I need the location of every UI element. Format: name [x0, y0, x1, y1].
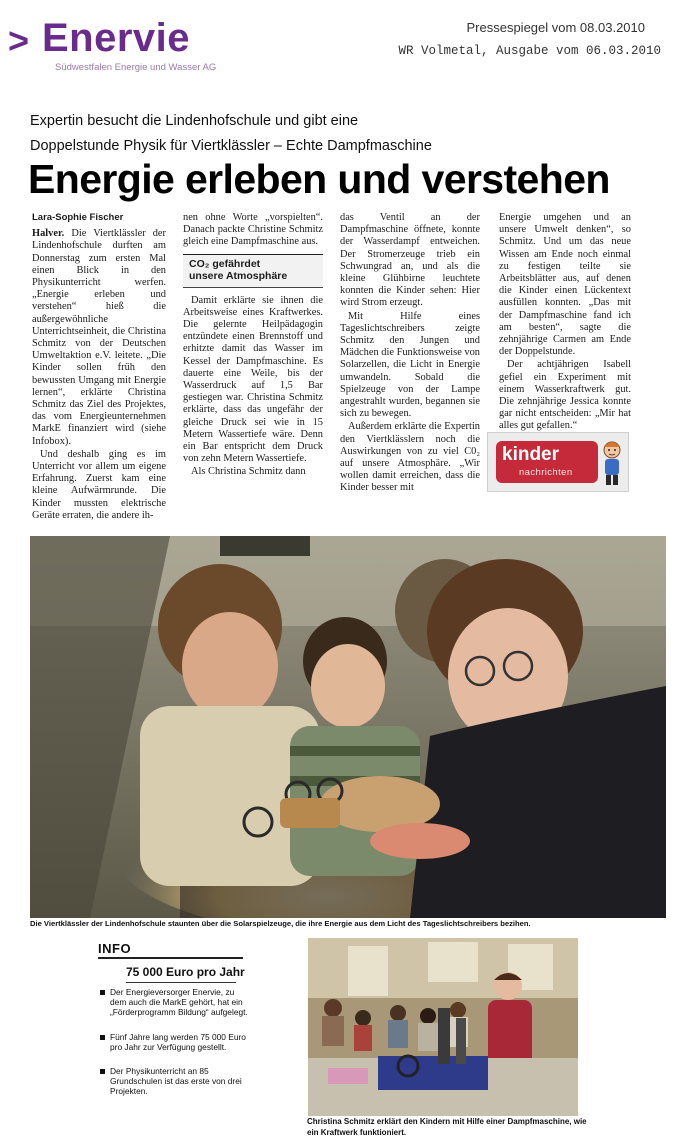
paragraph: Mit Hilfe eines Tageslichtschreibers zeigte Schmitz den Jungen und Mädchen die Funktionsweise von Solarzellen, die Licht in Energie umwandeln. Sobald die Spielzeuge von der Lampe angestrahlt wurden, begannen sie sich zu bewegen. — [340, 310, 480, 420]
paragraph: das Ventil an der Dampfmaschine öffnete, konnte der Wasserdampf entweichen. Der Stromerzeuge trieb ein Schwungrad an, und als die kleine Glühbirne leuchtete konnten die Kinder sehen: Hier wird Strom erzeugt. — [340, 212, 480, 309]
info-list-item: Der Energieversorger Enervie, zu dem auch die MarkE gehört, hat ein „Förderprogramm Bildung“ aufgelegt. — [100, 987, 250, 1018]
paragraph: Energie umgehen und an unsere Umwelt denken“, so Schmitz. Und um das neue Wissen am Ende noch einmal zu festigen teilte sie Arbeitsblätter aus, auf denen die Kinder einen Lückentext ausfüllen konnten. „Das mit der Dampfmaschine fand ich am besten“, sagte die zehnjährige Carmen am Ende der Doppelstunde. — [499, 212, 631, 358]
logo-wordmark: Enervie — [42, 16, 191, 60]
article-column-1 — [32, 212, 166, 523]
info-box-label: INFO — [98, 941, 132, 956]
kinder-nachrichten-badge — [487, 432, 629, 492]
paragraph: Und deshalb ging es im Unterricht vor allem um eigene Erfahrung. Zuerst kam eine kleine Aufwärmrunde. Die Kinder mussten elektrische Geräte erraten, die andere ih- — [32, 448, 166, 521]
main-photo-image — [30, 536, 666, 918]
classroom-photo-steam-engine — [308, 938, 578, 1116]
article-column-2 — [183, 212, 323, 480]
kinder-nachrichten-logo — [496, 441, 598, 483]
cartoon-child-icon — [598, 437, 626, 487]
info-list-item: Fünf Jahre lang werden 75 000 Euro pro Jahr zur Verfügung gestellt. — [100, 1032, 250, 1052]
kicker-line-1: Expertin besucht die Lindenhofschule und gibt eine — [30, 113, 359, 129]
enervie-logo — [8, 14, 238, 74]
byline: Lara-Sophie Fischer — [32, 212, 124, 223]
subheading — [183, 254, 323, 288]
kinder-label: kinder — [502, 444, 560, 465]
subheading-line-1: CO₂ gefährdet — [189, 257, 261, 270]
nachrichten-label: nachrichten — [519, 467, 573, 478]
paragraph: Damit erklärte sie ihnen die Arbeitsweise eines Kraftwerkes. Die gelernte Heilpädagogin entzündete einen Brennstoff und erhitzte damit das Wasser im Kessel der Dampfmaschine. Es dauerte eine Weile, bis der Wasserdruck auf 1,5 Bar gestiegen war. Christina Schmitz erklärte, dass das ungefähr der gleiche Druck sei wie in 15 Metern Wassertiefe wäre. Denn ein Bar entspricht dem Druck von zehn Metern Wassertiefe. — [183, 294, 323, 465]
kicker-line-2: Doppelstunde Physik für Viertklässler – Echte Dampfmaschine — [30, 138, 432, 154]
main-photo-children-solar-toys — [30, 536, 666, 918]
main-photo-caption: Die Viertklässler der Lindenhofschule staunten über die Solarspielzeuge, die ihre Energie aus dem Licht des Tageslichtschreibers bezihen. — [30, 919, 531, 928]
paragraph: Als Christina Schmitz dann — [191, 466, 306, 478]
article-column-4 — [499, 212, 631, 434]
paragraph — [32, 228, 166, 448]
source-edition: WR Volmetal, Ausgabe vom 06.03.2010 — [398, 44, 661, 58]
article-headline: Energie erleben und verstehen — [28, 156, 610, 202]
info-list-item: Der Physikunterricht an 85 Grundschulen ist das erste von drei Projekten. — [100, 1066, 250, 1097]
paragraph: nen ohne Worte „vorspielten“. Danach packte Christine Schmitz gleich eine Dampfmaschine aus. — [183, 212, 323, 248]
classroom-photo-caption: Christina Schmitz erklärt den Kindern mit Hilfe einer Dampfmaschine, wie ein Kraftwerk funktioniert. — [307, 1117, 587, 1137]
paragraph: Außerdem erklärte die Expertin den Viertklässlern noch die Auswirkungen von zu viel C0₂ auf unsere Atmosphäre. „Wir wollen damit erreichen, dass die Kinder besser mit — [340, 421, 480, 494]
press-review-date: Pressespiegel vom 08.03.2010 — [466, 20, 645, 35]
info-box-rule — [98, 957, 243, 959]
logo-subtitle: Südwestfalen Energie und Wasser AG — [55, 62, 217, 73]
classroom-photo-image — [308, 938, 578, 1116]
info-box-title: 75 000 Euro pro Jahr — [126, 965, 245, 979]
info-box-title-rule — [126, 982, 236, 983]
article-column-3 — [340, 212, 480, 496]
subheading-line-2: unsere Atmosphäre — [189, 270, 288, 283]
dateline: Halver. — [32, 228, 65, 240]
info-box-list — [100, 987, 250, 1111]
paragraph-text: Die Viertklässler der Lindenhofschule durften am Donnerstag zum ersten Mal einen Blick in den Physikunterricht werfen. „Energie erleben und verstehen“ hieß die außergewöhnliche Unterrichtseinheit, die Christina Schmitz von der Deutschen Umweltaktion e.V. leitete. „Die Kinder sollen früh den bewussten Umgang mit Energie lernen“, erklärte Christina Schmitz das Ziel des Projektes, das vom Energieunternehmen MarkE finanziert wird (siehe Infobox). — [32, 228, 166, 447]
logo-chevron-icon: > — [8, 20, 30, 61]
paragraph: Der achtjährigen Isabell gefiel ein Experiment mit einem Wasserkraftwerk gut. Die zehnjährige Jessica konnte gar nicht entscheiden: „Mir hat alles gut gefallen.“ — [499, 359, 631, 432]
